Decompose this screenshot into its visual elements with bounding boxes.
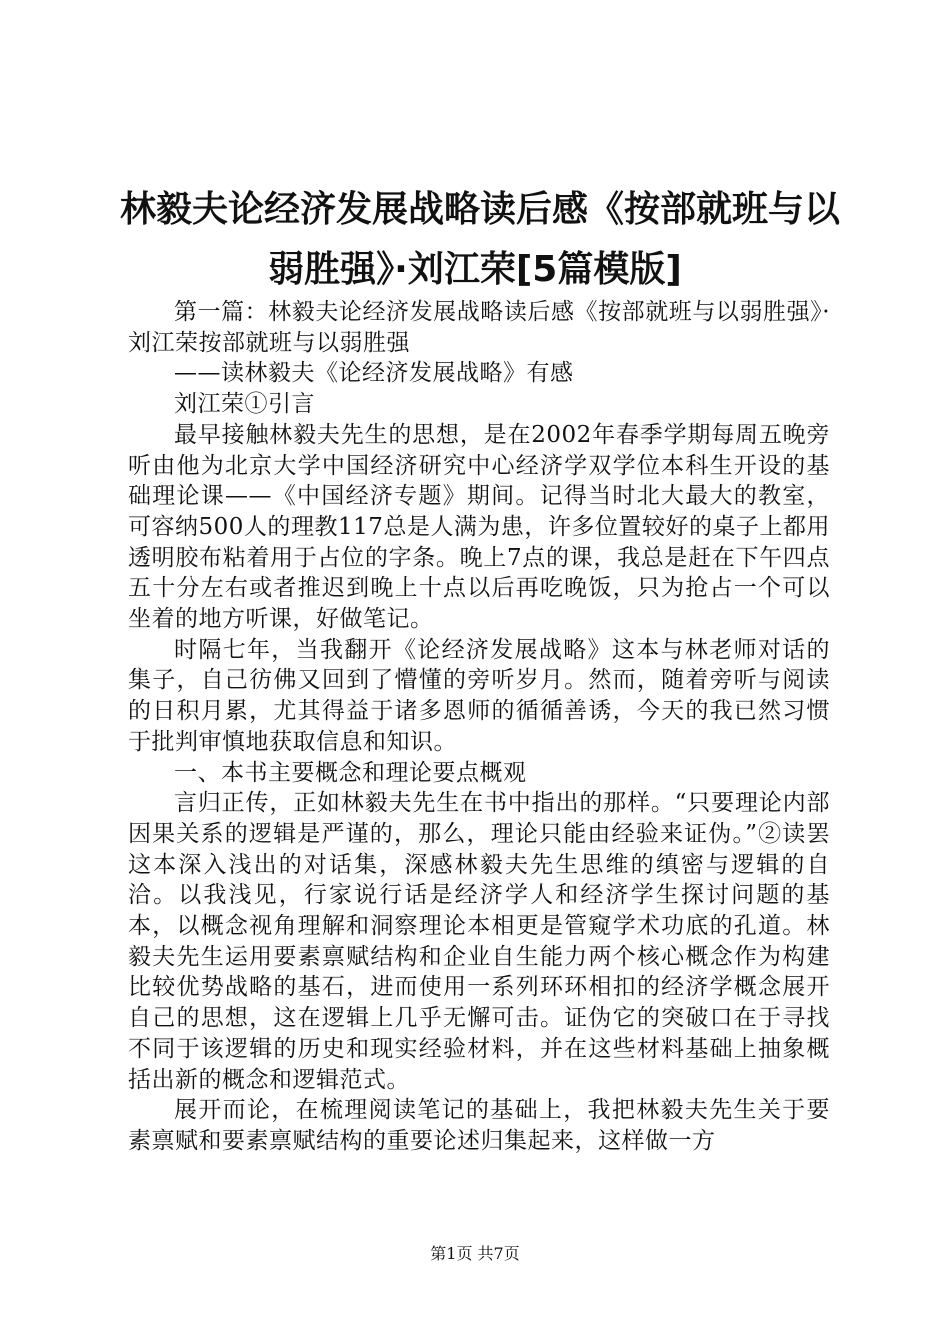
- title-line-2: 弱胜强》·刘江荣[5篇模版]: [268, 249, 682, 290]
- page-footer: 第1页 共7页: [430, 1244, 520, 1263]
- paragraph: ——读林毅夫《论经济发展战略》有感: [174, 360, 574, 387]
- paragraph: 刘江荣①引言: [174, 391, 315, 418]
- section-heading: 一、本书主要概念和理论要点概观: [174, 759, 527, 786]
- paragraph: 最早接触林毅夫先生的思想，是在2002年春季学期每周五晚旁听由他为北京大学中国经济研究中心经济学双学位本科生开设的基础理论课——《中国经济专题》期间。记得当时北大最大的教室，可容纳500人的理教117总是人满为患，许多位置较好的桌子上都用透明胶布粘着用于占位的字条。晚上7点的课，我总是赶在下午四点五十分左右或者推迟到晚上十点以后再吃晚饭，只为抢占一个可以坐着的地方听课，好做笔记。: [128, 421, 830, 633]
- paragraph: 展开而论，在梳理阅读笔记的基础上，我把林毅夫先生关于要素禀赋和要素禀赋结构的重要论述归集起来，这样做一方: [128, 1097, 830, 1154]
- document-body: [128, 297, 830, 1157]
- title-line-1: 林毅夫论经济发展战略读后感《按部就班与以: [120, 189, 841, 230]
- paragraph: 第一篇：林毅夫论经济发展战略读后感《按部就班与以弱胜强》·刘江荣按部就班与以弱胜强: [128, 299, 830, 356]
- document-title: [120, 180, 841, 300]
- paragraph: 时隔七年，当我翻开《论经济发展战略》这本与林老师对话的集子，自己彷佛又回到了懵懂的旁听岁月。然而，随着旁听与阅读的日积月累，尤其得益于诸多恩师的循循善诱，今天的我已然习惯于批判审慎地获取信息和知识。: [128, 636, 830, 755]
- paragraph: 言归正传，正如林毅夫先生在书中指出的那样。“只要理论内部因果关系的逻辑是严谨的，那么，理论只能由经验来证伪。”②读罢这本深入浅出的对话集，深感林毅夫先生思维的缜密与逻辑的自洽。以我浅见，行家说行话是经济学人和经济学生探讨问题的基本，以概念视角理解和洞察理论本相更是管窥学术功底的孔道。林毅夫先生运用要素禀赋结构和企业自生能力两个核心概念作为构建比较优势战略的基石，进而使用一系列环环相扣的经济学概念展开自己的思想，这在逻辑上几乎无懈可击。证伪它的突破口在于寻找不同于该逻辑的历史和现实经验材料，并在这些材料基础上抽象概括出新的概念和逻辑范式。: [128, 790, 830, 1093]
